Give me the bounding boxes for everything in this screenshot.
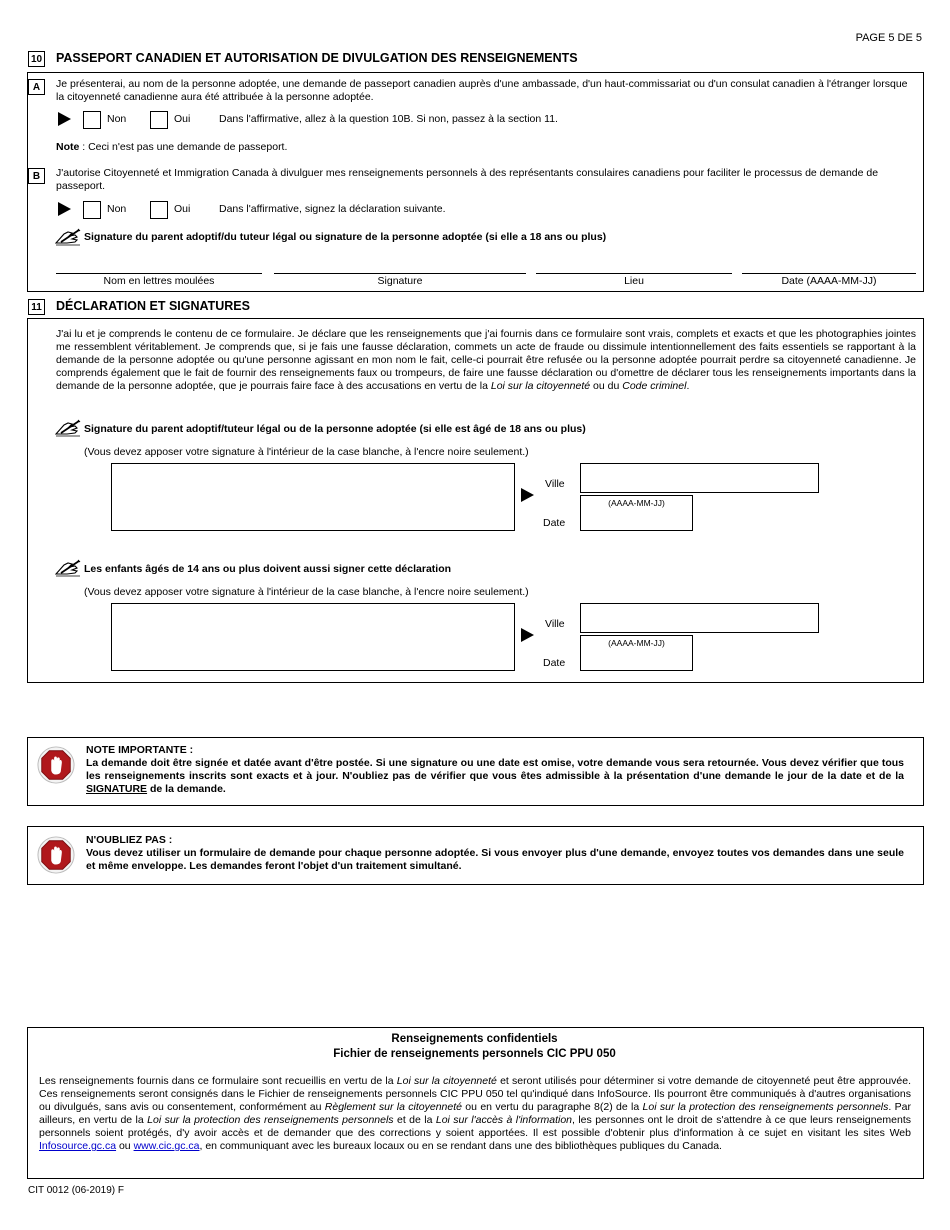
10a-instruction: Dans l'affirmative, allez à la question 10B. Si non, passez à la section 11.: [219, 113, 558, 125]
confidential-text: Les renseignements fournis dans ce formulaire sont recueillis en vertu de la Loi sur la citoyenneté et seront utilisés pour déterminer si votre demande de citoyenneté peut être approuvée. Ces renseignements seront consignés dans le Fichier de renseignements personnels CIC PPU 050 tel qu'indiqué dans InfoSource. Ils pourront être communiqués à d'autres organisations ou divulgués, sans avis ou consentement, conformément au Règlement sur la citoyenneté ou en vertu du paragraphe 8(2) de la Loi sur la protection des renseignements personnels. Par ailleurs, en vertu de la Loi sur la protection des renseignements personnels et de la Loi sur l'accès à l'information, les personnes ont le droit de s'attendre à ce que leurs renseignements personnels soient protégés, d'y avoir accès et de demander que des corrections y soient apportées. Il est possible d'obtenir plus d'information à ce sujet en visitant les sites Web Infosource.gc.ca ou www.cic.gc.ca, en communiquant avec les bureaux locaux ou en se rendant dans une des bibliothèques publiques du Canada.: [39, 1075, 911, 1152]
10b-signature-heading: Signature du parent adoptif/du tuteur légal ou signature de la personne adoptée (si elle a 18 ans ou plus): [84, 231, 607, 243]
sig1-heading: Signature du parent adoptif/tuteur légal ou de la personne adoptée (si elle est âgé de 18 ans ou plus): [84, 423, 586, 435]
10b-non-label: Non: [107, 203, 127, 215]
arrow-icon: [521, 628, 534, 642]
confidential-subtitle: Fichier de renseignements personnels CIC PPU 050: [333, 1048, 616, 1060]
sig2-signature-box[interactable]: [111, 603, 515, 671]
sig2-ville-field[interactable]: [580, 603, 819, 633]
section-11-title: DÉCLARATION ET SIGNATURES: [56, 299, 250, 313]
declaration-text: J'ai lu et je comprends le contenu de ce formulaire. Je déclare que les renseignements que j'ai fournis dans ce formulaire sont vrais, complets et exacts et que les photographies jointes me ressemblent véritablement. Je comprends que, si je fais une fausse déclaration, commets un acte de fraude ou dissimule intentionnellement des faits essentiels se rapportant à la demande de la personne adoptée ou qu'une personne agissant en mon nom le fait, celle-ci pourrait être refusée ou la personne adoptée pourrait perdre sa citoyenneté canadienne. Je comprends également que le fait de fournir des renseignements faux ou trompeurs, de faire une fausse déclaration ou d'omettre de déclarer tous les renseignements importants dans la demande de la personne adoptée, que je pourrais faire face à des accusations en vertu de la Loi sur la citoyenneté ou du Code criminel.: [56, 328, 916, 392]
sig2-ville-label: Ville: [545, 618, 565, 630]
noubliez-pas-title: N'OUBLIEZ PAS :: [86, 834, 173, 846]
note-importante-text: La demande doit être signée et datée avant d'être postée. Si une signature ou une date est omise, votre demande vous sera retournée. Vous devez vérifier que tous les renseignements inscrits sont exacts et à jour. N'oubliez pas de vérifier que vous êtes admissible à la présentation d'une demande le jour de la date et de la SIGNATURE de la demande.: [86, 757, 904, 795]
sig2-heading: Les enfants âgés de 14 ans ou plus doivent aussi signer cette déclaration: [84, 563, 452, 575]
10b-oui-label: Oui: [174, 203, 191, 215]
signature-pen-icon: [55, 419, 81, 437]
sig1-signature-box[interactable]: [111, 463, 515, 531]
form-code: CIT 0012 (06-2019) F: [28, 1185, 124, 1196]
10a-note: [56, 141, 287, 153]
sig1-date-field[interactable]: [580, 495, 693, 531]
page-number: PAGE 5 DE 5: [855, 32, 922, 44]
10b-oui-checkbox[interactable]: [150, 201, 168, 219]
10a-non-label: Non: [107, 113, 127, 125]
sig1-date-label: Date: [543, 517, 566, 529]
note-importante-title: NOTE IMPORTANTE :: [86, 744, 194, 756]
sig1-ville-field[interactable]: [580, 463, 819, 493]
10b-instruction: Dans l'affirmative, signez la déclaration suivante.: [219, 203, 446, 215]
arrow-icon: [58, 202, 71, 216]
caption-place: Lieu: [624, 275, 644, 287]
stop-hand-icon: [37, 836, 75, 874]
caption-signature: Signature: [377, 275, 423, 287]
infosource-link[interactable]: Infosource.gc.ca: [39, 1140, 117, 1152]
note-text: : Ceci n'est pas une demande de passeport.: [79, 141, 288, 153]
section-10a-text: Je présenterai, au nom de la personne adoptée, une demande de passeport canadien auprès d'une ambassade, d'un haut-commissariat ou d'un consulat canadien à l'étranger lorsque la citoyenneté canadienne aura été attribuée à la personne adoptée.: [56, 78, 908, 103]
arrow-icon: [521, 488, 534, 502]
sig1-ville-label: Ville: [545, 478, 565, 490]
place-line[interactable]: [536, 273, 732, 274]
10a-oui-label: Oui: [174, 113, 191, 125]
section-10b-text: J'autorise Citoyenneté et Immigration Canada à divulguer mes renseignements personnels à des représentants consulaires canadiens pour faciliter le processus de demande de passeport.: [56, 167, 879, 192]
caption-date: Date (AAAA-MM-JJ): [781, 275, 877, 287]
10a-non-checkbox[interactable]: [83, 111, 101, 129]
sig2-date-hint: (AAAA-MM-JJ): [608, 638, 665, 648]
date-line[interactable]: [742, 273, 916, 274]
section-11-number: 11: [28, 299, 45, 315]
confidential-title: Renseignements confidentiels: [391, 1033, 558, 1045]
signature-line[interactable]: [274, 273, 526, 274]
signature-pen-icon: [55, 559, 81, 577]
sig2-date-field[interactable]: [580, 635, 693, 671]
sig2-date-label: Date: [543, 657, 566, 669]
sig1-ink-note: (Vous devez apposer votre signature à l'intérieur de la case blanche, à l'encre noire seulement.): [84, 446, 529, 458]
section-10a-letter: A: [28, 79, 45, 95]
stop-hand-icon: [37, 746, 75, 784]
signature-pen-icon: [55, 228, 81, 246]
cic-link[interactable]: www.cic.gc.ca: [133, 1140, 200, 1152]
arrow-icon: [58, 112, 71, 126]
10a-oui-checkbox[interactable]: [150, 111, 168, 129]
sig1-date-hint: (AAAA-MM-JJ): [608, 498, 665, 508]
sig2-ink-note: (Vous devez apposer votre signature à l'intérieur de la case blanche, à l'encre noire seulement.): [84, 586, 529, 598]
10b-non-checkbox[interactable]: [83, 201, 101, 219]
noubliez-pas-text: Vous devez utiliser un formulaire de demande pour chaque personne adoptée. Si vous envoyer plus d'une demande, envoyez toutes vos demandes dans une seule et même enveloppe. Les demandes feront l'objet d'un traitement simultané.: [86, 847, 904, 872]
section-10b-letter: B: [28, 168, 45, 184]
caption-name: Nom en lettres moulées: [103, 275, 215, 287]
section-10-number: 10: [28, 51, 45, 67]
name-line[interactable]: [56, 273, 262, 274]
note-label: Note: [56, 141, 80, 153]
section-10-title: PASSEPORT CANADIEN ET AUTORISATION DE DIVULGATION DES RENSEIGNEMENTS: [56, 51, 578, 65]
